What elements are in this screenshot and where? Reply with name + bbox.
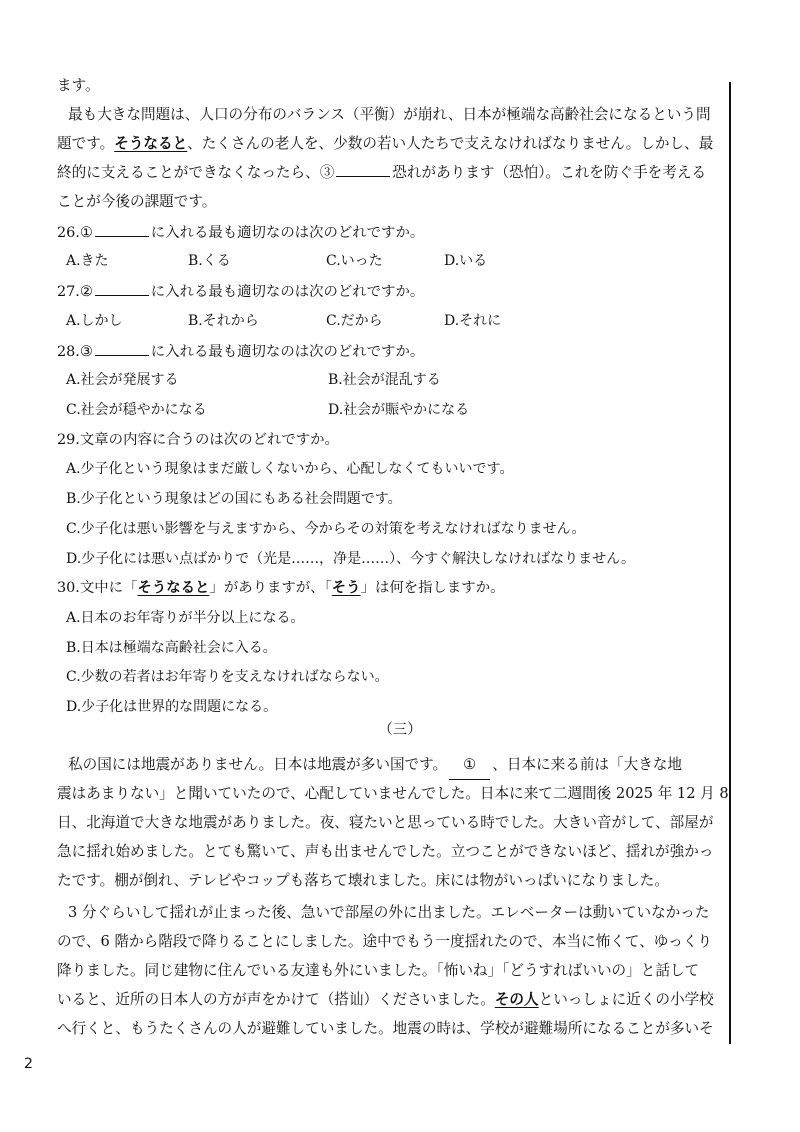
q26-option-b: B.くる [188, 253, 231, 269]
q30-option-a: A.日本のお年寄りが半分以上になる。 [66, 610, 305, 626]
passage-line-2: 最も大きな問題は、人口の分布のバランス（平衡）が崩れ、日本が極端な高齢社会になるという問 [68, 106, 711, 123]
q26-option-c: C.いった [326, 253, 383, 269]
passage-line-1: ます。 [57, 77, 100, 94]
passage3-line-9: いると、近所の日本人の方が声をかけて（搭讪）くださいました。その人といっしょに近くの小学校 [57, 991, 714, 1008]
question-30: 30.文中に「そうなると」がありますが、「そう」は何を指しますか。 [57, 579, 505, 596]
q28-option-d: D.社会が賑やかになる [328, 402, 470, 418]
question-28: 28.③ に入れる最も適切なのは次のどれですか。 [57, 341, 424, 362]
blank-1: ① [449, 750, 490, 780]
passage3-line-1: 私の国には地震がありません。日本は地震が多い国です。 ① 、日本に来る前は「大きな地 [68, 750, 704, 780]
q30-option-c: C.少数の若者はお年寄りを支えなければならない。 [66, 669, 389, 685]
margin-rule [729, 82, 731, 1044]
passage3-line-7: ので、6 階から階段で降りることにしました。途中でもう一度揺れたので、本当に怖くて、ゆっくり [57, 933, 713, 950]
q27-option-a: A.しかし [66, 313, 123, 329]
q28-option-b: B.社会が混乱する [328, 372, 441, 388]
passage3-line-5: たです。棚が倒れ、テレビやコップも落ちて壊れました。床には物がいっぱいになりました。 [57, 872, 669, 889]
passage-line-4: 終的に支えることができなくなったら、③ 恐れがあります（恐怕）。これを防ぐ手を考える [57, 164, 707, 181]
passage-line-3: 題です。そうなると、たくさんの老人を、少数の若い人たちで支えなければなりません。しかし、最 [57, 135, 714, 152]
q26-option-a: A.きた [66, 253, 109, 269]
q30-option-d: D.少子化は世界的な問題になる。 [66, 699, 278, 715]
passage3-line-6: 3 分ぐらいして揺れが止まった後、急いで部屋の外に出ました。エレベーターは動いていなかった [68, 904, 710, 921]
q28-option-a: A.社会が発展する [66, 372, 179, 388]
q29-option-b: B.少子化という現象はどの国にもある社会問題です。 [66, 491, 402, 507]
q29-option-c: C.少子化は悪い影響を与えますから、今からその対策を考えなければなりません。 [66, 521, 586, 537]
q28-option-c: C.社会が穏やかになる [66, 402, 207, 418]
page-number: 2 [24, 1056, 33, 1072]
underlined-phrase: そうなると [137, 579, 210, 596]
question-blank [95, 341, 149, 356]
underlined-phrase: そうなると [114, 135, 188, 152]
question-29: 29.文章の内容に合うのは次のどれですか。 [57, 432, 339, 448]
question-blank [95, 281, 149, 296]
passage3-line-8: 降りました。同じ建物に住んでいる友達も外にいました。「怖いね」「どうすればいいの」と話して [57, 962, 700, 979]
passage-line-5: ことが今後の課題です。 [57, 193, 217, 210]
passage3-line-2: 震はあまりない」と聞いていたので、心配していませんでした。日本に来て二週間後 2025 年 12 月 8 [57, 785, 729, 802]
passage3-line-3: 日、北海道で大きな地震がありました。夜、寝たいと思っている時でした。大きい音がして、部屋が [57, 814, 714, 831]
q29-option-d: D.少子化には悪い点ばかりで（光是……，净是……）、今すぐ解決しなければなりません。 [66, 551, 636, 567]
q29-option-a: A.少子化という現象はまだ厳しくないから、心配しなくてもいいです。 [66, 461, 514, 477]
passage3-line-10: へ行くと、もうたくさんの人が避難していました。地震の時は、学校が避難場所になることが多いそ [57, 1020, 714, 1037]
question-26: 26.① に入れる最も適切なのは次のどれですか。 [57, 222, 424, 243]
q27-option-b: B.それから [188, 313, 259, 329]
blank-3 [336, 162, 390, 177]
q26-option-d: D.いる [444, 253, 488, 269]
question-27: 27.② に入れる最も適切なのは次のどれですか。 [57, 281, 424, 302]
q27-option-d: D.それに [444, 313, 502, 329]
passage3-line-4: 急に揺れ始めました。とても驚いて、声も出ませんでした。立つことができないほど、揺れが強かっ [57, 843, 714, 860]
underlined-word: そう [331, 579, 361, 596]
section-title: （三） [378, 722, 422, 738]
q27-option-c: C.だから [326, 313, 383, 329]
question-blank [95, 222, 149, 237]
underlined-phrase: その人 [494, 991, 539, 1008]
q30-option-b: B.日本は極端な高齢社会に入る。 [66, 640, 277, 656]
